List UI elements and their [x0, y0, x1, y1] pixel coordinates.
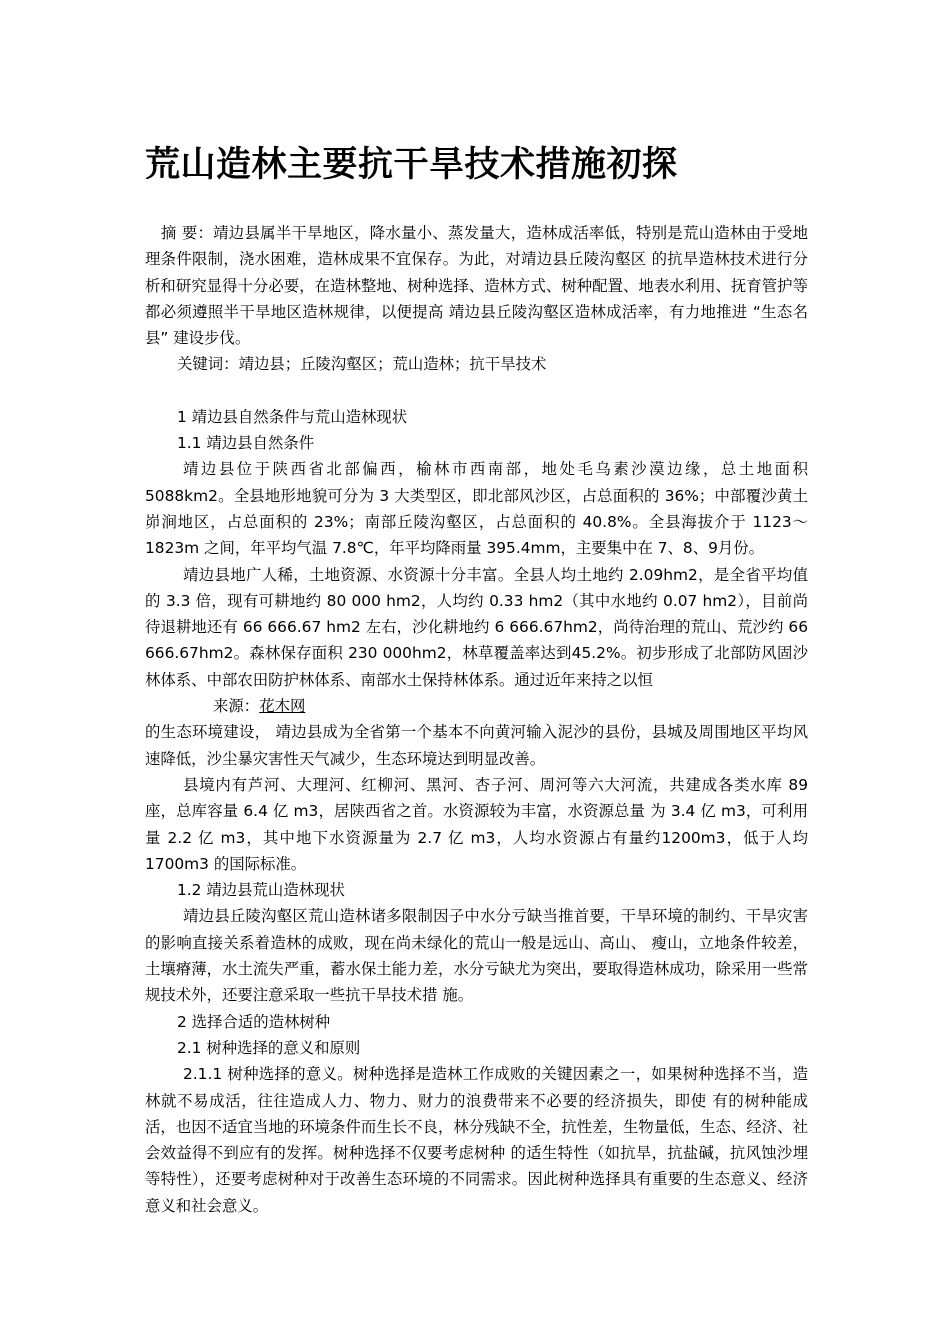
spacer	[145, 378, 808, 404]
source-link[interactable]: 花木网	[259, 697, 306, 716]
paragraph-afforestation-status: 靖边县丘陵沟壑区荒山造林诸多限制因子中水分亏缺当推首要，干旱环境的制约、干旱灾害的影响直接关系着造林的成败，现在尚未绿化的荒山一般是远山、高山、 瘦山，立地条件较差，土壤瘠薄，水土流失严重，蓄水保土能力差，水分亏缺尤为突出，要取得造林成功，除采用一些常规技术外，还要注意采取一些抗干旱技术措 施。	[145, 907, 808, 1005]
paragraph-resources: 靖边县地广人稀，土地资源、水资源十分丰富。全县人均土地约 2.09hm2，是全省平均值的 3.3 倍，现有可耕地约 80 000 hm2，人均约 0.33 hm2（其中水地约 0.07 hm2），目前尚待退耕地还有 66 666.67 hm2 左右，沙化耕地约 6 666.67hm2，尚待治理的荒山、荒沙约 66 666.67hm2。森林保存面积 230 000hm2，林草覆盖率达到45.2%。初步形成了北部防风固沙林体系、中部农田防护林体系、南部水土保持林体系。通过近年来持之以恒	[145, 565, 808, 689]
paragraph-ecology: 的生态环境建设， 靖边县成为全省第一个基本不向黄河输入泥沙的县份，县城及周围地区平均风速降低，沙尘暴灾害性天气减少，生态环境达到明显改善。	[145, 723, 808, 768]
article-body	[145, 220, 808, 1219]
source-line	[145, 693, 808, 719]
section-heading-1: 1 靖边县自然条件与荒山造林现状	[177, 407, 408, 426]
paragraph-species-selection: 2.1.1 树种选择的意义。树种选择是造林工作成败的关键因素之一，如果树种选择不当，造林就不易成活，往往造成人力、物力、财力的浪费带来不必要的经济损失，即使 有的树种能成活，也因不适宜当地的环境条件而生长不良，林分残缺不全，抗性差，生物量低，生态、经济、社会效益得不到应有的发挥。树种选择不仅要考虑树种 的适生特性（如抗旱，抗盐碱，抗风蚀沙埋等特性），还要考虑树种对于改善生态环境的不同需求。因此树种选择具有重要的生态意义、经济意义和社会意义。	[145, 1065, 808, 1215]
paragraph-location: 靖边县位于陕西省北部偏西，榆林市西南部，地处毛乌素沙漠边缘，总土地面积5088km2。全县地形地貌可分为 3 大类型区，即北部风沙区，占总面积的 36%；中部覆沙黄土峁涧地区，占总面积的 23%；南部丘陵沟壑区，占总面积的 40.8%。全县海拔介于 1123～1823m 之间，年平均气温 7.8℃，年平均降雨量 395.4mm，主要集中在 7、8、9月份。	[145, 460, 808, 558]
abstract: 摘 要：靖边县属半干旱地区，降水量小、蒸发量大，造林成活率低，特别是荒山造林由于受地理条件限制，浇水困难，造林成果不宜保存。为此，对靖边县丘陵沟壑区 的抗旱造林技术进行分析和研究显得十分必要，在造林整地、树种选择、造林方式、树种配置、地表水利用、抚育管护等都必须遵照半干旱地区造林规律，以便提高 靖边县丘陵沟壑区造林成活率，有力地推进 “生态名县” 建设步伐。	[145, 224, 808, 348]
keywords: 关键词：靖边县；丘陵沟壑区；荒山造林；抗干旱技术	[177, 355, 547, 374]
source-label: 来源：	[213, 697, 260, 716]
subsection-heading-1-1: 1.1 靖边县自然条件	[177, 434, 315, 453]
article-title: 荒山造林主要抗干旱技术措施初探	[145, 145, 678, 185]
subsection-heading-2-1: 2.1 树种选择的意义和原则	[177, 1038, 361, 1057]
paragraph-rivers: 县境内有芦河、大理河、红柳河、黑河、杏子河、周河等六大河流，共建成各类水库 89 座，总库容量 6.4 亿 m3，居陕西省之首。水资源较为丰富，水资源总量 为 3.4 亿 m3，可利用量 2.2 亿 m3，其中地下水资源量为 2.7 亿 m3，人均水资源占有量约1200m3，低于人均 1700m3 的国际标准。	[145, 775, 808, 873]
section-heading-2: 2 选择合适的造林树种	[177, 1012, 331, 1031]
subsection-heading-1-2: 1.2 靖边县荒山造林现状	[177, 881, 345, 900]
